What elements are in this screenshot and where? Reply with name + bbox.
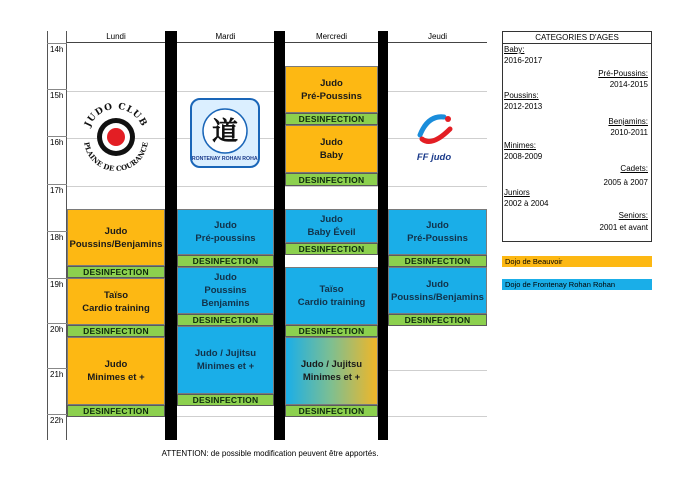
desinfection-bar: DESINFECTION [285, 325, 378, 337]
session-tue-poussins-benjamins: Judo Poussins Benjamins [177, 267, 274, 314]
cat-cadets-years: 2005 à 2007 [603, 178, 648, 187]
column-separator [378, 31, 388, 440]
session-thu-poussins-benjamins: Judo Poussins/Benjamins [388, 267, 487, 314]
session-wed-baby-eveil: Judo Baby Éveil [285, 209, 378, 243]
hour-line [47, 414, 67, 415]
session-thu-pre-poussins: Judo Pré-Poussins [388, 209, 487, 255]
cat-prepoussins-years: 2014-2015 [609, 80, 648, 89]
hour-label: 21h [50, 370, 64, 379]
cat-juniors-years: 2002 à 2004 [504, 199, 549, 208]
desinfection-bar: DESINFECTION [67, 405, 165, 417]
frontenay-dojo-logo [190, 98, 260, 168]
cat-poussins-years: 2012-2013 [504, 102, 543, 111]
hour-label: 14h [50, 45, 64, 54]
ff-judo-text: FF judo [416, 152, 452, 163]
cat-minimes-label: Minimes: [504, 141, 537, 150]
day-header-mercredi: Mercredi [285, 31, 378, 43]
desinfection-bar: DESINFECTION [285, 405, 378, 417]
session-mon-taiso: Taïso Cardio training [67, 278, 165, 325]
session-tue-judo-jujitsu: Judo / Jujitsu Minimes et + [177, 326, 274, 394]
hour-label: 17h [50, 186, 64, 195]
cat-juniors-label: Juniors [504, 188, 530, 197]
desinfection-bar: DESINFECTION [67, 325, 165, 337]
svg-text:道: 道 [211, 117, 239, 147]
hour-line [47, 368, 67, 369]
desinfection-bar: DESINFECTION [285, 243, 378, 255]
cat-baby-label: Baby: [504, 45, 525, 54]
desinfection-bar: DESINFECTION [285, 173, 378, 186]
legend-beauvoir: Dojo de Beauvoir [502, 256, 652, 267]
session-wed-pre-poussins: Judo Pré-Poussins [285, 66, 378, 113]
footer-note: ATTENTION: de possible modification peuvent être apportés. [161, 449, 379, 458]
desinfection-bar: DESINFECTION [388, 314, 487, 326]
desinfection-bar: DESINFECTION [67, 266, 165, 278]
desinfection-bar: DESINFECTION [177, 394, 274, 406]
day-header-lundi: Lundi [67, 31, 165, 43]
hour-label: 20h [50, 325, 64, 334]
cat-benjamins-years: 2010-2011 [610, 128, 648, 137]
logo-bottom-text: PLAINE DE COURANCE [82, 141, 150, 174]
hour-line [47, 184, 67, 185]
logo-top-text: JUDO CLUB [83, 101, 149, 129]
day-header-mardi: Mardi [177, 31, 274, 43]
ff-judo-logo [406, 105, 466, 165]
day-header-jeudi: Jeudi [388, 31, 487, 43]
categories-title: CATEGORIES D'AGES [502, 32, 652, 44]
session-wed-baby: Judo Baby [285, 125, 378, 173]
session-wed-taiso: Taïso Cardio training [285, 267, 378, 325]
judo-club-logo [76, 95, 156, 175]
desinfection-bar: DESINFECTION [388, 255, 487, 267]
hour-label: 22h [50, 416, 64, 425]
session-mon-poussins-benjamins: Judo Poussins/Benjamins [67, 209, 165, 266]
column-separator [165, 31, 177, 440]
session-wed-judo-jujitsu: Judo / Jujitsu Minimes et + [285, 337, 378, 405]
hour-line [47, 43, 67, 44]
frontenay-logo-text: FRONTENAY ROHAN ROHAN [192, 156, 258, 162]
desinfection-bar: DESINFECTION [285, 113, 378, 125]
session-mon-minimes: Judo Minimes et + [67, 337, 165, 405]
session-tue-pre-poussins: Judo Pré-poussins [177, 209, 274, 255]
cat-prepoussins-label: Pré-Poussins: [598, 69, 648, 78]
cat-cadets-label: Cadets: [620, 164, 648, 173]
hour-label: 15h [50, 91, 64, 100]
legend-frontenay: Dojo de Frontenay Rohan Rohan [502, 279, 652, 290]
hour-line [47, 89, 67, 90]
desinfection-bar: DESINFECTION [177, 255, 274, 267]
cat-minimes-years: 2008-2009 [504, 152, 543, 161]
desinfection-bar: DESINFECTION [177, 314, 274, 326]
cat-poussins-label: Poussins: [504, 91, 539, 100]
column-separator [274, 31, 285, 440]
cat-baby-years: 2016-2017 [504, 56, 543, 65]
hour-line [47, 231, 67, 232]
cat-seniors-years: 2001 et avant [599, 223, 648, 232]
hour-line [47, 323, 67, 324]
hour-line [47, 136, 67, 137]
hour-line [47, 278, 67, 279]
hour-label: 19h [50, 280, 64, 289]
cat-seniors-label: Seniors: [618, 211, 648, 220]
cat-benjamins-label: Benjamins: [608, 117, 648, 126]
hour-label: 18h [50, 233, 64, 242]
hour-label: 16h [50, 138, 64, 147]
